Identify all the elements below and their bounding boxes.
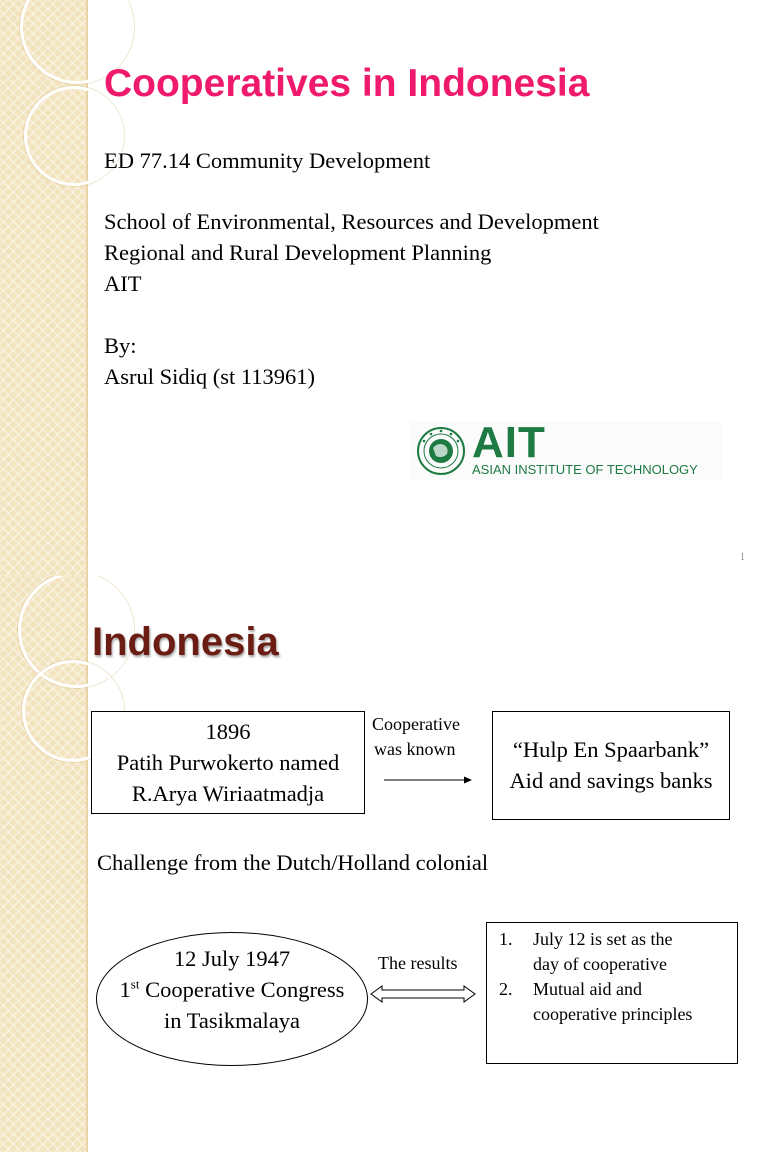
arrow-label-2: was known — [374, 739, 456, 759]
stripe-edge — [86, 0, 88, 576]
bank-description: Aid and savings banks — [509, 768, 713, 793]
congress-ordinal: 1 — [119, 977, 131, 1002]
ait-logo — [410, 418, 722, 480]
origin-line-1: Patih Purwokerto named — [116, 750, 340, 775]
origin-line-2: R.Arya Wiriaatmadja — [131, 781, 325, 806]
list-item-line: cooperative principles — [533, 1004, 693, 1024]
program-name: Regional and Rural Development Planning — [104, 240, 492, 265]
list-item-line: July 12 is set as the — [533, 929, 673, 949]
congress-date: 12 July 1947 — [173, 946, 291, 971]
challenge-text: Challenge from the Dutch/Holland colonial — [97, 850, 489, 875]
origin-year: 1896 — [205, 719, 251, 744]
by-label: By: — [104, 333, 137, 358]
page-number: 1 — [740, 552, 745, 563]
congress-name — [97, 974, 367, 1005]
results-list — [487, 927, 737, 1027]
list-item — [499, 977, 737, 1027]
list-item — [499, 927, 737, 977]
double-arrow-icon — [370, 984, 476, 1004]
institute-short: AIT — [104, 271, 142, 296]
congress-ordinal-suffix: st — [130, 976, 140, 992]
slide-title: Cooperatives in Indonesia — [104, 62, 590, 105]
origin-box — [91, 711, 365, 814]
ait-full-name: ASIAN INSTITUTE OF TECHNOLOGY — [472, 462, 698, 477]
arrow-label-1: Cooperative — [372, 714, 460, 734]
ait-seal-icon — [416, 426, 466, 476]
results-label: The results — [378, 953, 458, 973]
congress-place: in Tasikmalaya — [163, 1008, 301, 1033]
list-item-line: day of cooperative — [533, 954, 667, 974]
results-list-box — [486, 922, 738, 1064]
slide-2-title: Indonesia — [92, 620, 279, 664]
ait-wordmark: AIT — [472, 418, 546, 467]
school-name: School of Environmental, Resources and Development — [104, 209, 599, 234]
congress-ellipse — [96, 932, 368, 1066]
list-item-number: 2. — [499, 979, 513, 999]
course-code: ED 77.14 Community Development — [104, 148, 431, 173]
list-item-line: Mutual aid and — [533, 979, 642, 999]
author-name: Asrul Sidiq (st 113961) — [104, 364, 316, 389]
list-item-number: 1. — [499, 929, 513, 949]
right-arrow-icon — [384, 774, 474, 786]
bank-box — [492, 711, 730, 820]
bank-name: “Hulp En Spaarbank” — [512, 737, 710, 762]
congress-title: Cooperative Congress — [145, 977, 345, 1002]
